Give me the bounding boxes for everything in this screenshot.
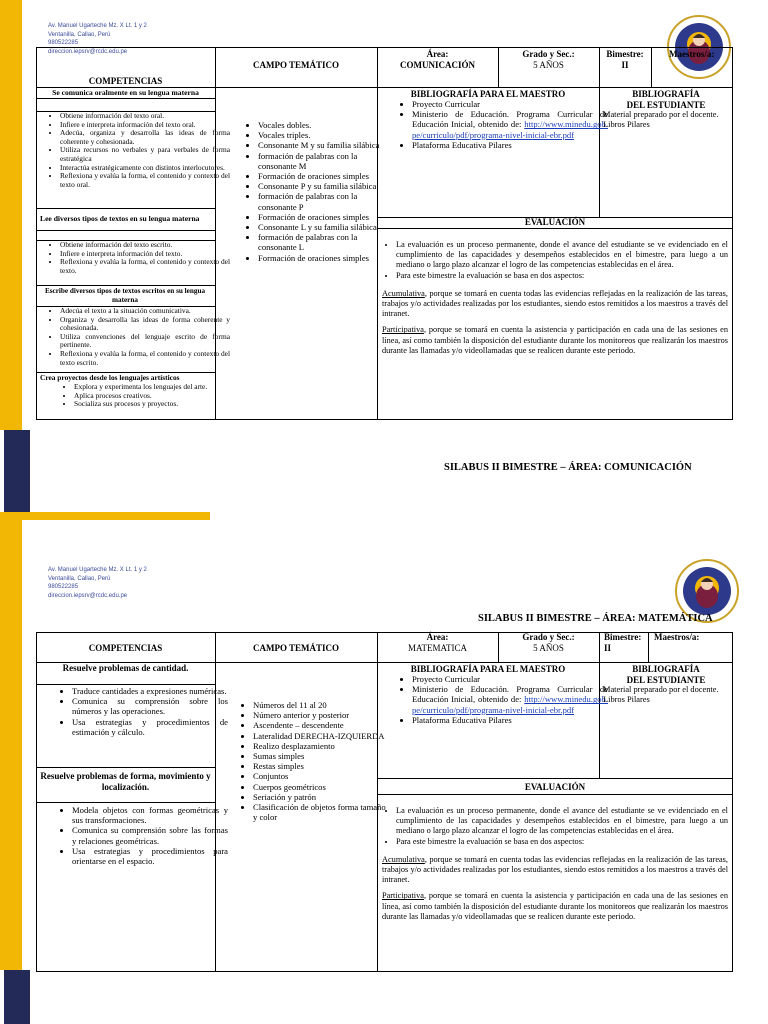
address-line: Av. Manuel Ugarteche Mz. X Lt. 1 y 2 xyxy=(48,23,147,29)
bibliografia-list xyxy=(396,674,608,725)
list-item: • Vocales triples. xyxy=(258,130,390,140)
area-label: Área: xyxy=(426,632,449,642)
curriculo-link[interactable]: http://www.minedu.gob.pe/curriculo/pdf/programa-nivel-inicial-ebr.pdf xyxy=(412,119,608,140)
evaluacion-title: EVALUACIÓN xyxy=(524,782,586,792)
list-item: • Cuerpos geométricos xyxy=(253,782,391,792)
list-item: • La evaluación es un proceso permanente, donde el avance del estudiante se ve evidenciado en el cumplimiento de las capacidades y desempeños establecidos en el bimestre, para luego a un mediano o largo plazo alcanzar el logro de las competencias establecidas en el área. xyxy=(396,240,728,271)
address-city: Ventanilla, Callao, Perú xyxy=(48,575,111,582)
list-item: • Proyecto Curricular xyxy=(412,99,608,109)
curriculo-link[interactable]: http://www.minedu.gob.pe/curriculo/pdf/programa-nivel-inicial-ebr.pdf xyxy=(412,694,608,715)
list-item: • Obtiene información del texto oral. xyxy=(60,112,230,121)
evaluacion-text xyxy=(382,240,728,362)
area-label: Área: xyxy=(426,49,449,59)
acumulativa-text: , porque se tomará en cuenta todas las evidencias reflejadas en la realización de las tareas, trabajos y/o actividades realizadas por los estudiantes, siendo estos remitidos a los maestros a través del intranet. xyxy=(382,288,728,319)
bibliografia-list xyxy=(396,99,608,150)
participativa-label: Participativa xyxy=(382,325,424,335)
evaluacion-title: EVALUACIÓN xyxy=(524,217,586,227)
competencia-list xyxy=(44,112,230,189)
list-item: • Adecúa, organiza y desarrolla las ideas de forma coherente y cohesionada. xyxy=(60,129,230,146)
list-item: • formación de palabras con la consonante P xyxy=(258,191,390,211)
list-item: • Consonante P y su familia silábica xyxy=(258,181,390,191)
list-item: • Usa estrategias y procedimientos de estimación y cálculo. xyxy=(72,717,228,737)
competencia-list xyxy=(56,805,228,866)
left-accent-navy xyxy=(4,430,30,512)
left-accent-yellow xyxy=(0,512,22,970)
school-address xyxy=(48,566,147,600)
grado-label: Grado y Sec.: xyxy=(522,49,575,59)
list-item: • Ascendente – descendente xyxy=(253,720,391,730)
list-item: • Realizo desplazamiento xyxy=(253,741,391,751)
participativa-text: , porque se tomará en cuenta la asistencia y participación en cada una de las sesiones en línea, así como también la disposición del estudiante durante los monitoreos que realizarán los maestros durante las llamadas y/o videollamadas que se realicen durante este periodo. xyxy=(382,891,728,921)
list-item: • Infiere e interpreta información del texto oral. xyxy=(60,121,230,130)
estudiante-title-line2: DEL ESTUDIANTE xyxy=(626,674,706,685)
address-city: Ventanilla, Callao, Perú xyxy=(48,31,111,38)
header-competencias: COMPETENCIAS xyxy=(88,643,163,653)
list-item: • Restas simples xyxy=(253,761,391,771)
bibliografia-minedu: Ministerio de Educación. Programa Curricular de Educación Inicial, obtenido de: xyxy=(412,684,608,705)
competencia-title: Resuelve problemas de forma, movimiento y localización. xyxy=(40,771,211,792)
list-item: • Infiere e interpreta información del texto. xyxy=(60,250,230,259)
address-line: Av. Manuel Ugarteche Mz. X Lt. 1 y 2 xyxy=(48,567,147,573)
syllabus-page-matematica xyxy=(0,512,768,1024)
list-item: • Organiza y desarrolla las ideas de forma coherente y cohesionada. xyxy=(60,316,230,333)
acumulativa-text: , porque se tomará en cuenta todas las evidencias reflejadas en la realización de las tareas, trabajos y/o actividades realizadas por los estudiantes, siendo estos remitidos a los maestros a través del intranet. xyxy=(382,854,728,885)
competencia-list xyxy=(56,686,228,737)
competencia-title: Se comunica oralmente en su lengua materna xyxy=(52,88,199,97)
list-item: • Aplica procesos creativos. xyxy=(74,392,230,401)
bibliografia-minedu: Ministerio de Educación. Programa Curricular de Educación Inicial, obtenido de: xyxy=(412,109,608,130)
school-email: direccion.iepsrv@rcdc.edu.pe xyxy=(48,48,128,55)
list-item: • Adecúa el texto a la situación comunicativa. xyxy=(60,307,230,316)
list-item: • Reflexiona y evalúa la forma, el contenido y contexto del texto. xyxy=(60,258,230,275)
campo-list xyxy=(237,700,391,822)
bibliografia-estudiante-title xyxy=(599,664,733,685)
header-maestros: Maestros/a: xyxy=(654,632,700,642)
list-item: • Utiliza recursos no verbales y para verbales de forma estratégica xyxy=(60,146,230,163)
competencia-list xyxy=(58,383,230,409)
list-item: • Reflexiona y evalúa la forma, el contenido y contexto del texto escrito. xyxy=(60,350,230,367)
evaluacion-acumulativa xyxy=(382,289,728,320)
header-grado xyxy=(498,632,599,653)
list-item: • Comunica su comprensión sobre las formas y relaciones geométricas. xyxy=(72,825,228,845)
area-value: COMUNICACIÓN xyxy=(400,59,475,70)
list-item: • Números del 11 al 20 xyxy=(253,700,391,710)
list-item: • La evaluación es un proceso permanente, donde el avance del estudiante se ve evidenciado en el cumplimiento de las capacidades y desempeños establecidos en el bimestre, para luego a un mediano o largo plazo alcanzar el logro de las competencias establecidas en el área. xyxy=(396,806,728,837)
competencia-title: Lee diversos tipos de textos en su lengua materna xyxy=(40,214,200,223)
header-competencias: COMPETENCIAS xyxy=(88,76,163,86)
left-accent-navy xyxy=(4,970,30,1024)
silabus-title: SILABUS II BIMESTRE – ÁREA: COMUNICACIÓN xyxy=(444,462,692,473)
list-item: • formación de palabras con la consonante L xyxy=(258,232,390,252)
grado-label: Grado y Sec.: xyxy=(522,632,575,642)
list-item: • Formación de oraciones simples xyxy=(258,253,390,263)
list-item: • Para este bimestre la evaluación se basa en dos aspectos: xyxy=(396,837,728,847)
list-item: • formación de palabras con la consonante M xyxy=(258,151,390,171)
list-item: • Proyecto Curricular xyxy=(412,674,608,684)
grado-value: 5 AÑOS xyxy=(533,59,564,70)
header-maestros: Maestros/a: xyxy=(669,49,715,59)
estudiante-title-line1: BIBLIOGRAFÍA xyxy=(632,89,700,99)
list-item: • Clasificación de objetos forma tamaño y color xyxy=(253,802,391,822)
list-item: • Reflexiona y evalúa la forma, el contenido y contexto del texto oral. xyxy=(60,172,230,189)
list-item: • Consonante L y su familia silábica xyxy=(258,222,390,232)
list-item xyxy=(412,684,608,715)
list-item: • Usa estrategias y procedimientos para orientarse en el espacio. xyxy=(72,846,228,866)
evaluacion-text xyxy=(382,806,728,928)
list-item: • Traduce cantidades a expresiones numéricas. xyxy=(72,686,228,696)
header-bimestre xyxy=(599,49,651,70)
bibliografia-estudiante-text: Material preparado por el docente. Libros Pilares xyxy=(603,110,719,129)
list-item: • Modela objetos con formas geométricas y sus transformaciones. xyxy=(72,805,228,825)
list-item: • Consonante M y su familia silábica xyxy=(258,140,390,150)
header-area xyxy=(377,49,498,70)
acumulativa-label: Acumulativa xyxy=(382,288,425,298)
list-item: • Conjuntos xyxy=(253,771,391,781)
top-band-yellow xyxy=(0,512,210,520)
evaluacion-participativa xyxy=(382,325,728,356)
estudiante-title-line2: DEL ESTUDIANTE xyxy=(626,99,706,110)
header-grado xyxy=(498,49,599,70)
competencia-list xyxy=(44,241,230,275)
bimestre-value: II xyxy=(621,59,629,70)
left-accent-yellow xyxy=(0,0,22,430)
header-campo-tematico: CAMPO TEMÁTICO xyxy=(252,60,340,70)
list-item: • Número anterior y posterior xyxy=(253,710,391,720)
bimestre-label: Bimestre: xyxy=(606,49,644,59)
list-item: • Formación de oraciones simples xyxy=(258,212,390,222)
participativa-label: Participativa xyxy=(382,891,424,901)
bibliografia-maestro-title: BIBLIOGRAFÍA PARA EL MAESTRO xyxy=(410,89,566,99)
list-item: • Vocales dobles. xyxy=(258,120,390,130)
acumulativa-label: Acumulativa xyxy=(382,854,425,864)
school-phone: 980522285 xyxy=(48,40,79,47)
list-item: • Explora y experimenta los lenguajes del arte. xyxy=(74,383,230,392)
competencia-title: Resuelve problemas de cantidad. xyxy=(62,663,189,673)
bimestre-label: Bimestre: xyxy=(604,632,642,642)
area-value: MATEMATICA xyxy=(407,642,467,653)
list-item: • Comunica su comprensión sobre los números y las operaciones. xyxy=(72,696,228,716)
bibliografia-estudiante-text: Material preparado por el docente. Libros Pilares xyxy=(603,685,719,704)
list-item: • Plataforma Educativa Pilares xyxy=(412,715,608,725)
header-bimestre xyxy=(604,632,648,653)
list-item: • Seriación y patrón xyxy=(253,792,391,802)
list-item: • Lateralidad DERECHA-IZQUIERDA xyxy=(253,731,391,741)
list-item: • Socializa sus procesos y proyectos. xyxy=(74,400,230,409)
list-item: • Para este bimestre la evaluación se basa en dos aspectos: xyxy=(396,271,728,281)
list-item: • Sumas simples xyxy=(253,751,391,761)
list-item: • Plataforma Educativa Pilares xyxy=(412,140,608,150)
silabus-title: SILABUS II BIMESTRE – ÁREA: MATEMÁTICA xyxy=(478,613,713,624)
campo-list xyxy=(242,120,390,263)
bimestre-value: II xyxy=(604,642,612,653)
participativa-text: , porque se tomará en cuenta la asistencia y participación en cada una de las sesiones en línea, así como también la disposición del estudiante durante los monitoreos que realizarán los maestros durante las llamadas y/o videollamadas que se realicen durante este periodo. xyxy=(382,325,728,355)
list-item: • Obtiene información del texto escrito. xyxy=(60,241,230,250)
list-item: • Formación de oraciones simples xyxy=(258,171,390,181)
header-area xyxy=(377,632,498,653)
list-item xyxy=(412,109,608,140)
header-campo-tematico: CAMPO TEMÁTICO xyxy=(252,643,340,653)
school-phone: 980522285 xyxy=(48,584,79,591)
list-item: • Interactúa estratégicamente con distintos interlocutores. xyxy=(60,164,230,173)
competencia-title: Crea proyectos desde los lenguajes artísticos xyxy=(40,373,180,382)
evaluacion-participativa xyxy=(382,891,728,922)
competencia-list xyxy=(44,307,230,367)
grado-value: 5 AÑOS xyxy=(533,642,564,653)
estudiante-title-line1: BIBLIOGRAFÍA xyxy=(632,664,700,674)
school-email: direccion.iepsrv@rcdc.edu.pe xyxy=(48,592,128,599)
competencia-title: Escribe diversos tipos de textos escritos en su lengua materna xyxy=(44,287,206,304)
list-item: • Utiliza convenciones del lenguaje escrito de forma pertinente. xyxy=(60,333,230,350)
bibliografia-maestro-title: BIBLIOGRAFÍA PARA EL MAESTRO xyxy=(410,664,566,674)
bibliografia-estudiante-title xyxy=(599,89,733,110)
evaluacion-acumulativa xyxy=(382,855,728,886)
